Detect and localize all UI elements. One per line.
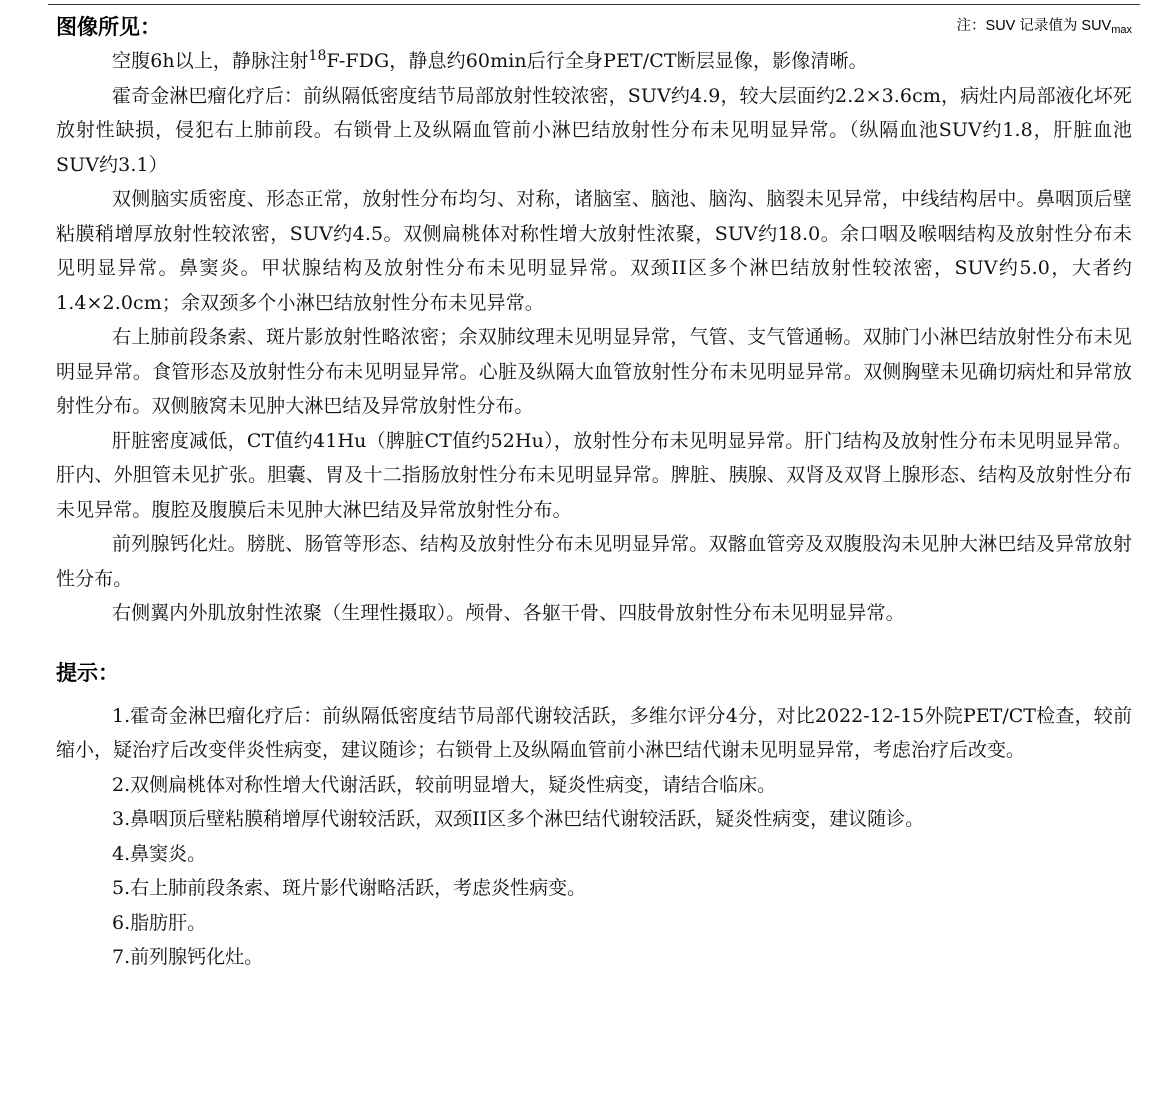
hint-item: 2.双侧扁桃体对称性增大代谢活跃，较前明显增大，疑炎性病变，请结合临床。 <box>112 773 777 796</box>
hints-header <box>56 631 1132 699</box>
hint-item: 5.右上肺前段条索、斑片影代谢略活跃，考虑炎性病变。 <box>112 877 587 899</box>
paragraph-text: F-FDG，静息约60min后行全身PET/CT断层显像，影像清晰。 <box>326 50 868 72</box>
hint-item: 4.鼻窦炎。 <box>112 842 207 865</box>
findings-header <box>56 0 1132 44</box>
findings-paragraph: 右上肺前段条索、斑片影放射性略浓密；余双肺纹理未见明显异常，气管、支气管通畅。双肺门小淋巴结放射性分布未见明显异常。食管形态及放射性分布未见明显异常。心脏及纵隔大血管放射性分布未见明显异常。双侧胸壁未见确切病灶和异常放射性分布。双侧腋窝未见肿大淋巴结及异常放射性分布。 <box>56 326 1132 417</box>
hints-title: 提示： <box>56 660 119 685</box>
suv-note-subscript: max <box>1111 24 1132 36</box>
hint-item: 7.前列腺钙化灶。 <box>112 946 264 968</box>
findings-paragraph: 肝脏密度减低，CT值约41Hu（脾脏CT值约52Hu），放射性分布未见明显异常。肝门结构及放射性分布未见明显异常。肝内、外胆管未见扩张。胆囊、胃及十二指肠放射性分布未见明显异常。脾脏、胰腺、双肾及双肾上腺形态、结构及放射性分布未见异常。腹腔及腹膜后未见肿大淋巴结及异常放射性分布。 <box>56 429 1132 521</box>
hints-list <box>56 699 1132 975</box>
report-page <box>56 0 1132 975</box>
isotope-superscript: 18 <box>308 48 327 64</box>
findings-paragraph: 前列腺钙化灶。膀胱、肠管等形态、结构及放射性分布未见明显异常。双髂血管旁及双腹股沟未见肿大淋巴结及异常放射性分布。 <box>56 533 1132 590</box>
findings-body <box>56 44 1132 631</box>
findings-paragraph: 右侧翼内外肌放射性浓聚（生理性摄取）。颅骨、各躯干骨、四肢骨放射性分布未见明显异常。 <box>112 602 905 624</box>
findings-paragraph: 双侧脑实质密度、形态正常，放射性分布均匀、对称，诸脑室、脑池、脑沟、脑裂未见异常，中线结构居中。鼻咽顶后壁粘膜稍增厚放射性较浓密，SUV约4.5。双侧扁桃体对称性增大放射性浓聚，SUV约18.0。余口咽及喉咽结构及放射性分布未见明显异常。鼻窦炎。甲状腺结构及放射性分布未见明显异常。双颈II区多个淋巴结放射性较浓密，SUV约5.0，大者约1.4×2.0cm；余双颈多个小淋巴结放射性分布未见异常。 <box>56 188 1132 314</box>
findings-paragraph: 霍奇金淋巴瘤化疗后：前纵隔低密度结节局部放射性较浓密，SUV约4.9，较大层面约2.2×3.6cm，病灶内局部液化坏死放射性缺损，侵犯右上肺前段。右锁骨上及纵隔血管前小淋巴结放射性分布未见明显异常。（纵隔血池SUV约1.8，肝脏血池SUV约3.1） <box>56 84 1132 176</box>
findings-title: 图像所见： <box>56 15 161 39</box>
hint-item: 1.霍奇金淋巴瘤化疗后：前纵隔低密度结节局部代谢较活跃，多维尔评分4分，对比2022-12-15外院PET/CT检查，较前缩小，疑治疗后改变伴炎性病变，建议随诊；右锁骨上及纵隔血管前小淋巴结代谢未见明显异常，考虑治疗后改变。 <box>56 704 1132 761</box>
suv-note-text: 注：SUV 记录值为 SUV <box>956 18 1112 34</box>
suv-note <box>957 14 1132 36</box>
findings-paragraph <box>56 44 1132 79</box>
hint-item: 3.鼻咽顶后壁粘膜稍增厚代谢较活跃，双颈II区多个淋巴结代谢较活跃，疑炎性病变，建议随诊。 <box>112 808 925 830</box>
paragraph-text: 空腹6h以上，静脉注射 <box>112 50 309 72</box>
hint-item: 6.脂肪肝。 <box>112 911 207 934</box>
